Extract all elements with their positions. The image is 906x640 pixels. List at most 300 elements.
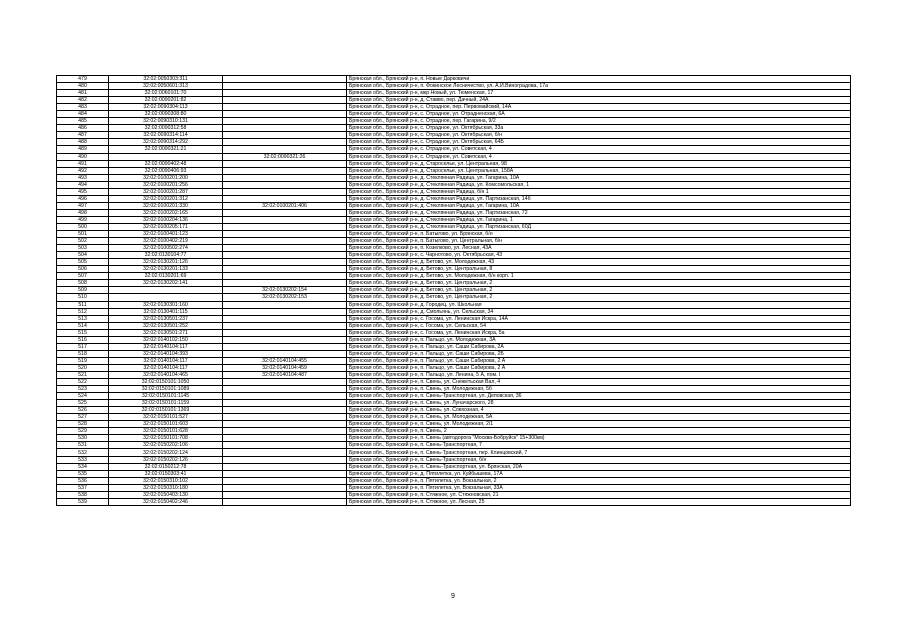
related-cadastral-number-cell [223, 90, 347, 97]
cadastral-number-cell: 32:02:0150101:1159 [109, 400, 223, 407]
address-cell: Брянская обл., Брянский р-н, д. Пятилетка, ул. Куйбышева, 17А [347, 470, 851, 477]
related-cadastral-number-cell [223, 449, 347, 456]
related-cadastral-number-cell [223, 280, 347, 287]
related-cadastral-number-cell [223, 386, 347, 393]
table-row [57, 343, 851, 350]
related-cadastral-number-cell [223, 76, 347, 83]
cadastral-number-cell: 32:02:0090406:93 [109, 167, 223, 174]
related-cadastral-number-cell: 32:02:0130202:154 [223, 287, 347, 294]
cadastral-number-cell: 32:02:0150101:527 [109, 414, 223, 421]
address-cell: Брянская обл., Брянский р-н, д. Бетово, ул. Центральная, 2 [347, 280, 851, 287]
address-cell: Брянская обл., Брянский р-н, п. Стяжное, ул. Лесная, 25 [347, 498, 851, 505]
related-cadastral-number-cell: 32:02:0100201:406 [223, 202, 347, 209]
related-cadastral-number-cell [223, 308, 347, 315]
table-row [57, 407, 851, 414]
row-number-cell: 485 [57, 118, 109, 125]
table-row [57, 167, 851, 174]
related-cadastral-number-cell [223, 125, 347, 132]
cadastral-number-cell: 32:02:0130501:271 [109, 329, 223, 336]
cadastral-number-cell: 32:02:0050601:313 [109, 83, 223, 90]
related-cadastral-number-cell [223, 456, 347, 463]
address-cell: Брянская обл., Брянский р-н, с. Отрадное, ул. Октябрьская, 33а [347, 125, 851, 132]
address-cell: Брянская обл., Брянский р-н, п. Свень (автодорога "Москва-Бобруйск" 15+300км) [347, 435, 851, 442]
table-row [57, 209, 851, 216]
row-number-cell: 512 [57, 308, 109, 315]
table-row [57, 449, 851, 456]
row-number-cell: 502 [57, 238, 109, 245]
cadastral-number-cell: 32:02:0100201:287 [109, 188, 223, 195]
address-cell: Брянская обл., Брянский р-н, д. Стеклянная Радица, ул. Партизанская, 60Д [347, 223, 851, 230]
address-cell: Брянская обл., Брянский р-н, п. Свень, ул. Совхозная, 4 [347, 407, 851, 414]
related-cadastral-number-cell: 32:02:0140104:487 [223, 371, 347, 378]
related-cadastral-number-cell [223, 146, 347, 153]
related-cadastral-number-cell [223, 477, 347, 484]
related-cadastral-number-cell [223, 379, 347, 386]
cadastral-number-cell: 32:02:0150402:246 [109, 498, 223, 505]
address-cell: Брянская обл., Брянский р-н, п. Свень, 2 [347, 428, 851, 435]
table-row [57, 259, 851, 266]
row-number-cell: 497 [57, 202, 109, 209]
address-cell: Брянская обл., Брянский р-н, д. Стеклянная Радица, ул. Партизанская, 72 [347, 209, 851, 216]
cadastral-number-cell: 32:02:0090308:80 [109, 111, 223, 118]
table-row [57, 252, 851, 259]
row-number-cell: 517 [57, 343, 109, 350]
address-cell: Брянская обл., Брянский р-н, с. Отрадное, ул. Советская, 4 [347, 153, 851, 160]
row-number-cell: 520 [57, 364, 109, 371]
related-cadastral-number-cell [223, 209, 347, 216]
cadastral-number-cell: 32:02:0150212:78 [109, 463, 223, 470]
address-cell: Брянская обл., Брянский р-н, д. Бетово, ул. Молодежная, 43 [347, 259, 851, 266]
table-row [57, 484, 851, 491]
related-cadastral-number-cell [223, 216, 347, 223]
related-cadastral-number-cell [223, 111, 347, 118]
cadastral-number-cell: 32:02:0100204:136 [109, 216, 223, 223]
table-row [57, 181, 851, 188]
address-cell: Брянская обл., Брянский р-н, д. Стеклянная Радица, ул. Комсомольская, 1 [347, 181, 851, 188]
table-row [57, 386, 851, 393]
cadastral-number-cell: 32:02:0130301:160 [109, 301, 223, 308]
related-cadastral-number-cell [223, 195, 347, 202]
related-cadastral-number-cell [223, 343, 347, 350]
related-cadastral-number-cell [223, 329, 347, 336]
row-number-cell: 479 [57, 76, 109, 83]
cadastral-number-cell: 32:02:0150303:41 [109, 470, 223, 477]
table-row [57, 238, 851, 245]
address-cell: Брянская обл., Брянский р-н, д. Стеклянная Радица, ул. Гагарина, 10А [347, 174, 851, 181]
related-cadastral-number-cell [223, 231, 347, 238]
cadastral-number-cell: 32:02:0090201:82 [109, 97, 223, 104]
address-cell: Брянская обл., Брянский р-н, п. Батыгово, ул. Центральная, б/н [347, 238, 851, 245]
table-row [57, 195, 851, 202]
row-number-cell: 501 [57, 231, 109, 238]
row-number-cell: 538 [57, 491, 109, 498]
row-number-cell: 483 [57, 104, 109, 111]
cadastral-number-cell [109, 287, 223, 294]
table-row [57, 463, 851, 470]
table-row [57, 350, 851, 357]
related-cadastral-number-cell [223, 83, 347, 90]
cadastral-number-cell: 32:02:0140104:465 [109, 371, 223, 378]
row-number-cell: 530 [57, 435, 109, 442]
row-number-cell: 537 [57, 484, 109, 491]
address-cell: Брянская обл., Брянский р-н, с. Чарнотово, ул. Октябрьская, 43 [347, 252, 851, 259]
cadastral-number-cell: 32:02:0090312:58 [109, 125, 223, 132]
row-number-cell: 533 [57, 456, 109, 463]
cadastral-number-cell: 32:02:0100202:165 [109, 209, 223, 216]
table-row [57, 97, 851, 104]
row-number-cell: 480 [57, 83, 109, 90]
related-cadastral-number-cell [223, 463, 347, 470]
table-row [57, 202, 851, 209]
address-cell: Брянская обл., Брянский р-н, п. Пальцо, ул. Молодежная, 3А [347, 336, 851, 343]
table-row [57, 104, 851, 111]
address-cell: Брянская обл., Брянский р-н, д. Бетово, ул. Молодежная, б/н корп. 1 [347, 273, 851, 280]
related-cadastral-number-cell [223, 245, 347, 252]
address-cell: Брянская обл., Брянский р-н, п. Фокинское Лесничество, ул. А.И.Виноградова, 17а [347, 83, 851, 90]
row-number-cell: 516 [57, 336, 109, 343]
related-cadastral-number-cell [223, 414, 347, 421]
table-row [57, 287, 851, 294]
cadastral-number-cell: 32:02:0090304:113 [109, 104, 223, 111]
related-cadastral-number-cell [223, 132, 347, 139]
row-number-cell: 529 [57, 428, 109, 435]
address-cell: Брянская обл., Брянский р-н, п. Козелково, ул. Лесная, 43А [347, 245, 851, 252]
table-row [57, 160, 851, 167]
row-number-cell: 515 [57, 329, 109, 336]
address-cell: Брянская обл., Брянский р-н, п. Стяжное, ул. Стяжновская, 21 [347, 491, 851, 498]
related-cadastral-number-cell [223, 484, 347, 491]
table-row [57, 308, 851, 315]
cadastral-number-cell: 32:02:0130202:141 [109, 280, 223, 287]
address-cell: Брянская обл., Брянский р-н, п. Свень, ул. Снежетьская Вал, 4 [347, 379, 851, 386]
table-row [57, 294, 851, 301]
table-row [57, 498, 851, 505]
cadastral-number-cell: 32:02:0150101:1369 [109, 407, 223, 414]
table-row [57, 400, 851, 407]
address-cell: Брянская обл., Брянский р-н, п. Батыгово, ул. Брянская, б/н [347, 231, 851, 238]
document-page [56, 75, 850, 506]
related-cadastral-number-cell [223, 97, 347, 104]
table-row [57, 132, 851, 139]
cadastral-number-cell: 32:02:0150403:130 [109, 491, 223, 498]
row-number-cell: 511 [57, 301, 109, 308]
cadastral-number-cell: 32:02:0150101:1089 [109, 386, 223, 393]
cadastral-number-cell: 32:02:0150101:708 [109, 435, 223, 442]
row-number-cell: 528 [57, 421, 109, 428]
related-cadastral-number-cell [223, 442, 347, 449]
table-row [57, 245, 851, 252]
row-number-cell: 536 [57, 477, 109, 484]
cadastral-number-cell: 32:02:0150202:124 [109, 449, 223, 456]
table-row [57, 477, 851, 484]
address-cell: Брянская обл., Брянский р-н, п. Пальцо, ул. Саши Сабирова, 2 А [347, 364, 851, 371]
table-row [57, 442, 851, 449]
related-cadastral-number-cell [223, 160, 347, 167]
table-row [57, 428, 851, 435]
row-number-cell: 495 [57, 188, 109, 195]
row-number-cell: 481 [57, 90, 109, 97]
table-row [57, 364, 851, 371]
address-cell: Брянская обл., Брянский р-н, с. Госома, ул. Ленинская Искра, 5а [347, 329, 851, 336]
address-cell: Брянская обл., Брянский р-н, п. Свень-Транспортная, 7 [347, 442, 851, 449]
table-row [57, 280, 851, 287]
row-number-cell: 524 [57, 393, 109, 400]
related-cadastral-number-cell [223, 139, 347, 146]
row-number-cell: 504 [57, 252, 109, 259]
related-cadastral-number-cell [223, 393, 347, 400]
related-cadastral-number-cell [223, 435, 347, 442]
address-cell: Брянская обл., Брянский р-н, д. Стеклянная Радица, ул. Гагарина, 1 [347, 216, 851, 223]
row-number-cell: 510 [57, 294, 109, 301]
address-cell: Брянская обл., Брянский р-н, п. Свень, ул. Луначарского, 28 [347, 400, 851, 407]
related-cadastral-number-cell [223, 421, 347, 428]
table-row [57, 146, 851, 153]
related-cadastral-number-cell [223, 336, 347, 343]
address-cell: Брянская обл., Брянский р-н, п. Пятилетка, ул. Вокзальная, 33А [347, 484, 851, 491]
table-row [57, 329, 851, 336]
related-cadastral-number-cell [223, 266, 347, 273]
row-number-cell: 491 [57, 160, 109, 167]
table-row [57, 83, 851, 90]
address-cell: Брянская обл., Брянский р-н, с. Отрадное, ул. Октябрьская, 64Б [347, 139, 851, 146]
cadastral-number-cell: 32:02:0100401:123 [109, 231, 223, 238]
row-number-cell: 525 [57, 400, 109, 407]
cadastral-number-cell: 32:02:0130501:252 [109, 322, 223, 329]
table-row [57, 435, 851, 442]
address-cell: Брянская обл., Брянский р-н, п. Свень-Транспортная, пер. Клинцовский, 7 [347, 449, 851, 456]
cadastral-number-cell: 32:02:0150310:102 [109, 477, 223, 484]
row-number-cell: 518 [57, 350, 109, 357]
row-number-cell: 534 [57, 463, 109, 470]
table-row [57, 393, 851, 400]
row-number-cell: 503 [57, 245, 109, 252]
address-cell: Брянская обл., Брянский р-н, п. Пальцо, ул. Саши Сабирова, 2А [347, 343, 851, 350]
address-cell: Брянская обл., Брянский р-н, д. Ставво, пер. Дачный, 24А [347, 97, 851, 104]
cadastral-number-cell: 32:02:0100402:219 [109, 238, 223, 245]
table-row [57, 125, 851, 132]
related-cadastral-number-cell [223, 273, 347, 280]
related-cadastral-number-cell [223, 167, 347, 174]
cadastral-number-cell: 32:02:0140104:117 [109, 364, 223, 371]
cadastral-number-cell: 32:02:0140104:117 [109, 357, 223, 364]
cadastral-number-cell: 32:02:0100205:171 [109, 223, 223, 230]
address-cell: Брянская обл., Брянский р-н, с. Отрадное, ул. Отрадненская, 6А [347, 111, 851, 118]
table-row [57, 336, 851, 343]
cadastral-number-cell: 32:02:0060101:70 [109, 90, 223, 97]
table-row [57, 414, 851, 421]
row-number-cell: 496 [57, 195, 109, 202]
related-cadastral-number-cell [223, 400, 347, 407]
address-cell: Брянская обл., Брянский р-н, д. Староселье, ул. Центральная, 158А [347, 167, 851, 174]
row-number-cell: 514 [57, 322, 109, 329]
related-cadastral-number-cell [223, 498, 347, 505]
row-number-cell: 486 [57, 125, 109, 132]
table-row [57, 301, 851, 308]
table-row [57, 188, 851, 195]
table-row [57, 421, 851, 428]
cadastral-number-cell: 32:02:0150101:603 [109, 421, 223, 428]
cadastral-number-cell: 32:02:0150101:1050 [109, 379, 223, 386]
cadastral-number-cell: 32:02:0100502:274 [109, 245, 223, 252]
address-cell: Брянская обл., Брянский р-н, с. Отрадное, ул. Октябрьская, б/н [347, 132, 851, 139]
registry-table-body [57, 76, 851, 506]
related-cadastral-number-cell [223, 301, 347, 308]
table-row [57, 223, 851, 230]
address-cell: Брянская обл., Брянский р-н, д. Стеклянная Радица, ул. Гагарина, 10А [347, 202, 851, 209]
address-cell: Брянская обл., Брянский р-н, п. Свень-Транспортная, б/н [347, 456, 851, 463]
row-number-cell: 535 [57, 470, 109, 477]
row-number-cell: 484 [57, 111, 109, 118]
cadastral-number-cell: 32:02:0130501:237 [109, 315, 223, 322]
row-number-cell: 500 [57, 223, 109, 230]
address-cell: Брянская обл., Брянский р-н, с. Отрадное, пер. Гагарина, 9/2 [347, 118, 851, 125]
address-cell: Брянская обл., Брянский р-н, п. Пальцо, ул. Ленина, 5 А, пом. I [347, 371, 851, 378]
table-row [57, 357, 851, 364]
address-cell: Брянская обл., Брянский р-н, д. Бетово, ул. Центральная, 2 [347, 287, 851, 294]
table-row [57, 456, 851, 463]
cadastral-number-cell: 32:02:0130201:126 [109, 259, 223, 266]
row-number-cell: 493 [57, 174, 109, 181]
cadastral-number-cell: 32:02:0100201:312 [109, 195, 223, 202]
table-row [57, 153, 851, 160]
row-number-cell: 482 [57, 97, 109, 104]
table-row [57, 266, 851, 273]
cadastral-number-cell: 32:02:0090402:48 [109, 160, 223, 167]
row-number-cell: 513 [57, 315, 109, 322]
cadastral-number-cell: 32:02:0140104:117 [109, 343, 223, 350]
cadastral-number-cell: 32:02:0140102:150 [109, 336, 223, 343]
row-number-cell: 526 [57, 407, 109, 414]
related-cadastral-number-cell [223, 350, 347, 357]
row-number-cell: 494 [57, 181, 109, 188]
related-cadastral-number-cell [223, 104, 347, 111]
row-number-cell: 522 [57, 379, 109, 386]
table-row [57, 379, 851, 386]
row-number-cell: 519 [57, 357, 109, 364]
address-cell: Брянская обл., Брянский р-н, д. Бетово, ул. Центральная, 2 [347, 294, 851, 301]
related-cadastral-number-cell [223, 407, 347, 414]
row-number-cell: 490 [57, 153, 109, 160]
address-cell: Брянская обл., Брянский р-н, с. Госома, ул. Сельская, 54 [347, 322, 851, 329]
row-number-cell: 492 [57, 167, 109, 174]
table-row [57, 371, 851, 378]
address-cell: Брянская обл., Брянский р-н, д. Смольянь, ул. Сельская, 34 [347, 308, 851, 315]
row-number-cell: 539 [57, 498, 109, 505]
related-cadastral-number-cell [223, 181, 347, 188]
related-cadastral-number-cell [223, 259, 347, 266]
related-cadastral-number-cell [223, 428, 347, 435]
related-cadastral-number-cell [223, 223, 347, 230]
table-row [57, 315, 851, 322]
address-cell: Брянская обл., Брянский р-н, п. Свень, ул. Молодежная, 5А [347, 414, 851, 421]
address-cell: Брянская обл., Брянский р-н, п. Пятилетка, ул. Вокзальная, 2 [347, 477, 851, 484]
related-cadastral-number-cell: 32:02:0140104:459 [223, 364, 347, 371]
related-cadastral-number-cell [223, 174, 347, 181]
address-cell: Брянская обл., Брянский р-н, д. Стеклянная Радица, ул. Партизанская, 14б [347, 195, 851, 202]
cadastral-number-cell: 32:02:0130401:115 [109, 308, 223, 315]
cadastral-number-cell: 32:02:0050303:311 [109, 76, 223, 83]
address-cell: Брянская обл., Брянский р-н, п. Свень, ул. Молодежная, 2/1 [347, 421, 851, 428]
related-cadastral-number-cell [223, 491, 347, 498]
cadastral-number-cell: 32:02:0090321:21 [109, 146, 223, 153]
row-number-cell: 507 [57, 273, 109, 280]
address-cell: Брянская обл., Брянский р-н, п. Свень-Транспортная, ул. Деповская, 36 [347, 393, 851, 400]
address-cell: Брянская обл., Брянский р-н, п. Свень, ул. Молодежная, 5б [347, 386, 851, 393]
address-cell: Брянская обл., Брянский р-н, мкр Новый, ул. Тюменская, 17 [347, 90, 851, 97]
table-row [57, 111, 851, 118]
row-number-cell: 488 [57, 139, 109, 146]
table-row [57, 90, 851, 97]
table-row [57, 216, 851, 223]
cadastral-number-cell: 32:02:0150101:1145 [109, 393, 223, 400]
row-number-cell: 498 [57, 209, 109, 216]
table-row [57, 231, 851, 238]
related-cadastral-number-cell [223, 188, 347, 195]
cadastral-number-cell: 32:02:0130104:77 [109, 252, 223, 259]
row-number-cell: 532 [57, 449, 109, 456]
address-cell: Брянская обл., Брянский р-н, п. Свень-Транспортная, ул. Брянская, 20А [347, 463, 851, 470]
cadastral-number-cell: 32:02:0090314:292 [109, 139, 223, 146]
cadastral-number-cell: 32:02:0100201:256 [109, 181, 223, 188]
cadastral-number-cell: 32:02:0150310:180 [109, 484, 223, 491]
table-row [57, 491, 851, 498]
address-cell: Брянская обл., Брянский р-н, с. Отрадное, ул. Советская, 4 [347, 146, 851, 153]
cadastral-number-cell: 32:02:0100201:200 [109, 174, 223, 181]
cadastral-number-cell: 32:02:0090310:131 [109, 118, 223, 125]
table-row [57, 470, 851, 477]
cadastral-number-cell [109, 153, 223, 160]
related-cadastral-number-cell [223, 315, 347, 322]
cadastral-number-cell: 32:02:0100201:330 [109, 202, 223, 209]
table-row [57, 273, 851, 280]
row-number-cell: 523 [57, 386, 109, 393]
cadastral-number-cell: 32:02:0150202:126 [109, 456, 223, 463]
row-number-cell: 487 [57, 132, 109, 139]
related-cadastral-number-cell: 32:02:0090321:26 [223, 153, 347, 160]
row-number-cell: 509 [57, 287, 109, 294]
related-cadastral-number-cell: 32:02:0140104:455 [223, 357, 347, 364]
registry-table [56, 75, 851, 506]
row-number-cell: 508 [57, 280, 109, 287]
row-number-cell: 489 [57, 146, 109, 153]
cadastral-number-cell: 32:02:0150101:628 [109, 428, 223, 435]
address-cell: Брянская обл., Брянский р-н, д. Староселье, ул. Центральная, 98 [347, 160, 851, 167]
cadastral-number-cell [109, 294, 223, 301]
address-cell: Брянская обл., Брянский р-н, п. Новые Дарковичи [347, 76, 851, 83]
cadastral-number-cell: 32:02:0150202:106 [109, 442, 223, 449]
row-number-cell: 521 [57, 371, 109, 378]
row-number-cell: 499 [57, 216, 109, 223]
address-cell: Брянская обл., Брянский р-н, п. Пальцо, ул. Саши Сабирова, 2Б [347, 350, 851, 357]
related-cadastral-number-cell: 32:02:0130202:153 [223, 294, 347, 301]
address-cell: Брянская обл., Брянский р-н, с. Отрадное, пер. Первомайский, 14А [347, 104, 851, 111]
address-cell: Брянская обл., Брянский р-н, с. Госома, ул. Ленинская Искра, 14А [347, 315, 851, 322]
cadastral-number-cell: 32:02:0090314:114 [109, 132, 223, 139]
cadastral-number-cell: 32:02:0130201:133 [109, 266, 223, 273]
table-row [57, 322, 851, 329]
related-cadastral-number-cell [223, 470, 347, 477]
cadastral-number-cell: 32:02:0140104:393 [109, 350, 223, 357]
related-cadastral-number-cell [223, 238, 347, 245]
address-cell: Брянская обл., Брянский р-н, п. Пальцо, ул. Саши Сабирова, 2 А [347, 357, 851, 364]
row-number-cell: 505 [57, 259, 109, 266]
table-row [57, 118, 851, 125]
row-number-cell: 527 [57, 414, 109, 421]
related-cadastral-number-cell [223, 322, 347, 329]
related-cadastral-number-cell [223, 118, 347, 125]
row-number-cell: 531 [57, 442, 109, 449]
page-number: 9 [451, 593, 455, 600]
